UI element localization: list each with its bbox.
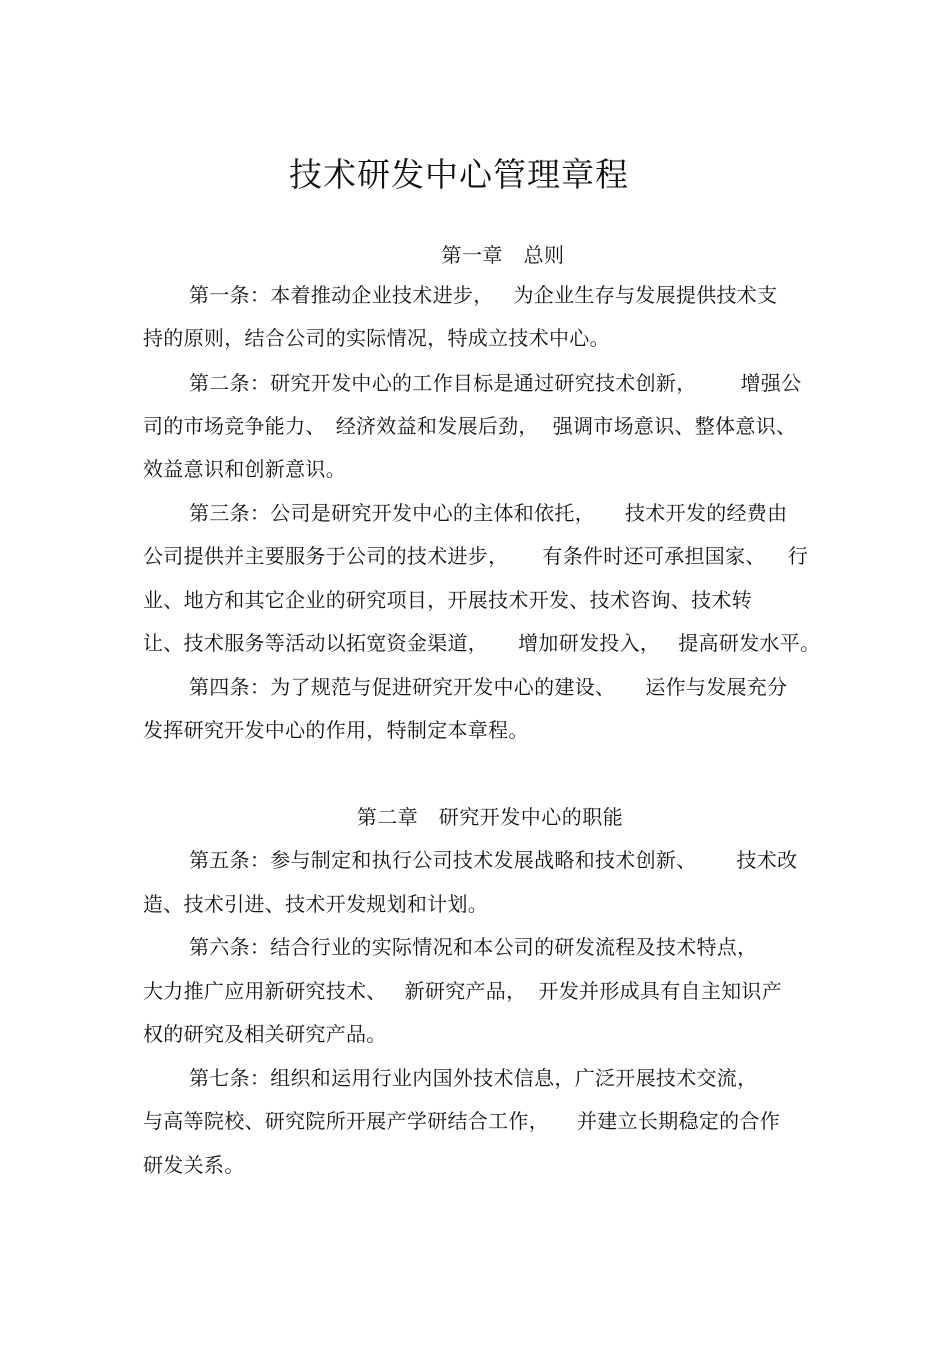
article-5-line-2: 造、技术引进、技术开发规划和计划。 — [143, 892, 489, 916]
article-7-line-2 — [143, 1106, 780, 1136]
article-4-text: 运作与发展充分 — [645, 675, 788, 699]
article-6-text: 大力推广应用新研究技术、 — [143, 979, 387, 1003]
article-2-text: 增强公 — [740, 371, 802, 395]
article-3-text: 公司提供并主要服务于公司的技术进步， — [143, 544, 509, 568]
article-1-line-1 — [189, 280, 777, 310]
article-1-text: 第一条：本着推动企业技术进步， — [189, 283, 494, 307]
article-3-text: 行 — [787, 544, 809, 568]
chapter-2-heading: 第二章 研究开发中心的职能 — [356, 805, 624, 829]
article-6-line-2 — [143, 976, 782, 1006]
article-3-line-1 — [189, 498, 787, 528]
article-2-text: 经济效益和发展后劲， — [335, 414, 539, 438]
article-7-line-3: 研发关系。 — [143, 1153, 245, 1177]
article-6-line-1: 第六条：结合行业的实际情况和本公司的研发流程及技术特点， — [189, 935, 758, 959]
article-7-line-1: 第七条：组织和运用行业内国外技术信息，广泛开展技术交流， — [189, 1066, 758, 1090]
article-5-text: 第五条：参与制定和执行公司技术发展战略和技术创新、 — [189, 848, 697, 872]
article-4-line-1 — [189, 672, 787, 702]
article-3-text: 第三条：公司是研究开发中心的主体和依托， — [189, 501, 595, 525]
article-5-line-1 — [189, 845, 797, 875]
article-6-line-3: 权的研究及相关研究产品。 — [143, 1022, 387, 1046]
article-7-text: 并建立长期稳定的合作 — [577, 1109, 780, 1133]
article-3-text: 技术开发的经费由 — [625, 501, 788, 525]
article-7-text: 与高等院校、研究院所开展产学研结合工作， — [143, 1109, 549, 1133]
article-2-text: 司的市场竞争能力、 — [143, 414, 326, 438]
article-1-text: 为企业生存与发展提供技术支 — [513, 283, 778, 307]
article-2-text: 第二条：研究开发中心的工作目标是通过研究技术创新， — [189, 371, 697, 395]
article-3-text: 让、技术服务等活动以拓宽资金渠道， — [143, 631, 489, 655]
article-2-line-3: 效益意识和创新意识。 — [143, 457, 346, 481]
article-3-line-4 — [143, 628, 820, 658]
article-6-text: 开发并形成具有自主知识产 — [538, 979, 783, 1003]
article-6-text: 新研究产品， — [404, 979, 527, 1003]
article-3-line-3: 业、地方和其它企业的研究项目，开展技术开发、技术咨询、技术转 — [143, 588, 752, 612]
article-4-line-2: 发挥研究开发中心的作用，特制定本章程。 — [143, 718, 529, 742]
article-3-line-2 — [143, 541, 808, 571]
article-3-text: 有条件时还可承担国家、 — [542, 544, 766, 568]
document-title: 技术研发中心管理章程 — [289, 155, 629, 194]
chapter-1-heading: 第一章 总则 — [441, 243, 565, 267]
article-2-text: 强调市场意识、整体意识、 — [552, 414, 797, 438]
article-4-text: 第四条：为了规范与促进研究开发中心的建设、 — [189, 675, 616, 699]
article-5-text: 技术改 — [736, 848, 798, 872]
article-2-line-1 — [189, 368, 801, 398]
article-1-line-2: 持的原则，结合公司的实际情况，特成立技术中心。 — [143, 326, 610, 350]
article-3-text: 增加研发投入， — [518, 631, 661, 655]
article-2-line-2 — [143, 411, 796, 441]
article-3-text: 提高研发水平。 — [678, 631, 821, 655]
